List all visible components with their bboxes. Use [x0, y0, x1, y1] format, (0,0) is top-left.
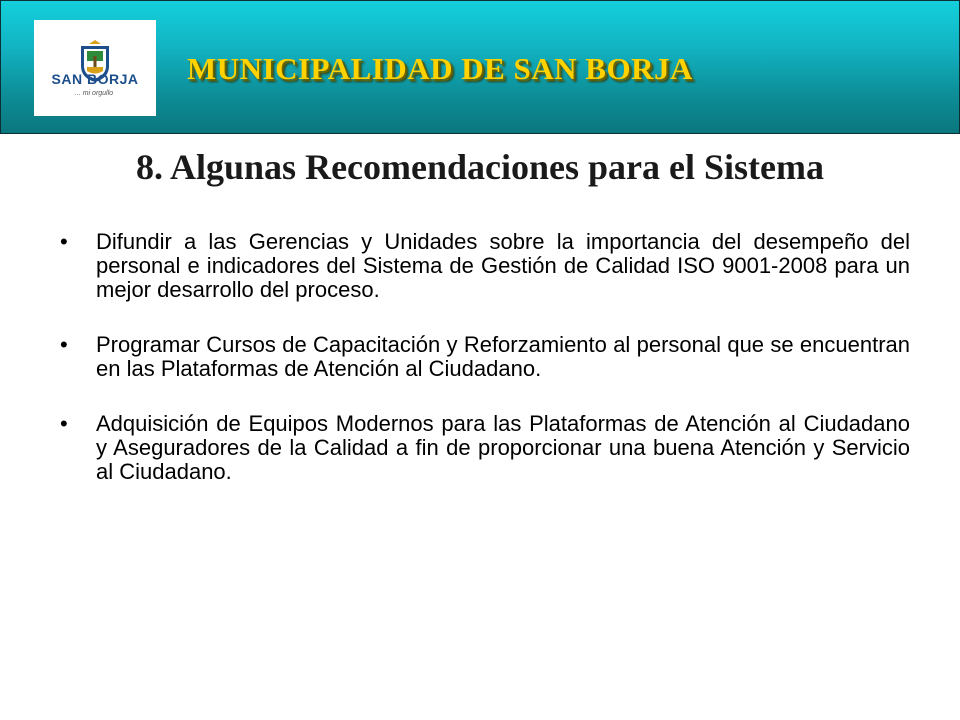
logo-text: SAN BORJA	[51, 71, 139, 87]
bullet-icon: •	[60, 411, 68, 436]
bullet-list	[60, 230, 910, 515]
bullet-text: Adquisición de Equipos Modernos para las Plataformas de Atención al Ciudadano y Aseguradores de la Calidad a fin de proporcionar una buena Atención y Servicio al Ciudadano.	[96, 411, 910, 484]
bullet-item	[60, 230, 910, 302]
header-band	[0, 0, 960, 134]
logo-tagline: ... mi orgullo	[74, 90, 114, 97]
org-name: MUNICIPALIDAD DE SAN BORJA	[187, 51, 693, 86]
bullet-text: Difundir a las Gerencias y Unidades sobre la importancia del desempeño del personal e indicadores del Sistema de Gestión de Calidad ISO 9001-2008 para un mejor desarrollo del proceso.	[96, 229, 910, 302]
bullet-icon: •	[60, 229, 68, 254]
slide-title: 8. Algunas Recomendaciones para el Sistema	[136, 147, 824, 187]
bullet-item	[60, 333, 910, 381]
bullet-text: Programar Cursos de Capacitación y Reforzamiento al personal que se encuentran en las Plataformas de Atención al Ciudadano.	[96, 332, 910, 381]
bullet-item	[60, 412, 910, 484]
bullet-icon: •	[60, 332, 68, 357]
logo	[34, 20, 156, 116]
